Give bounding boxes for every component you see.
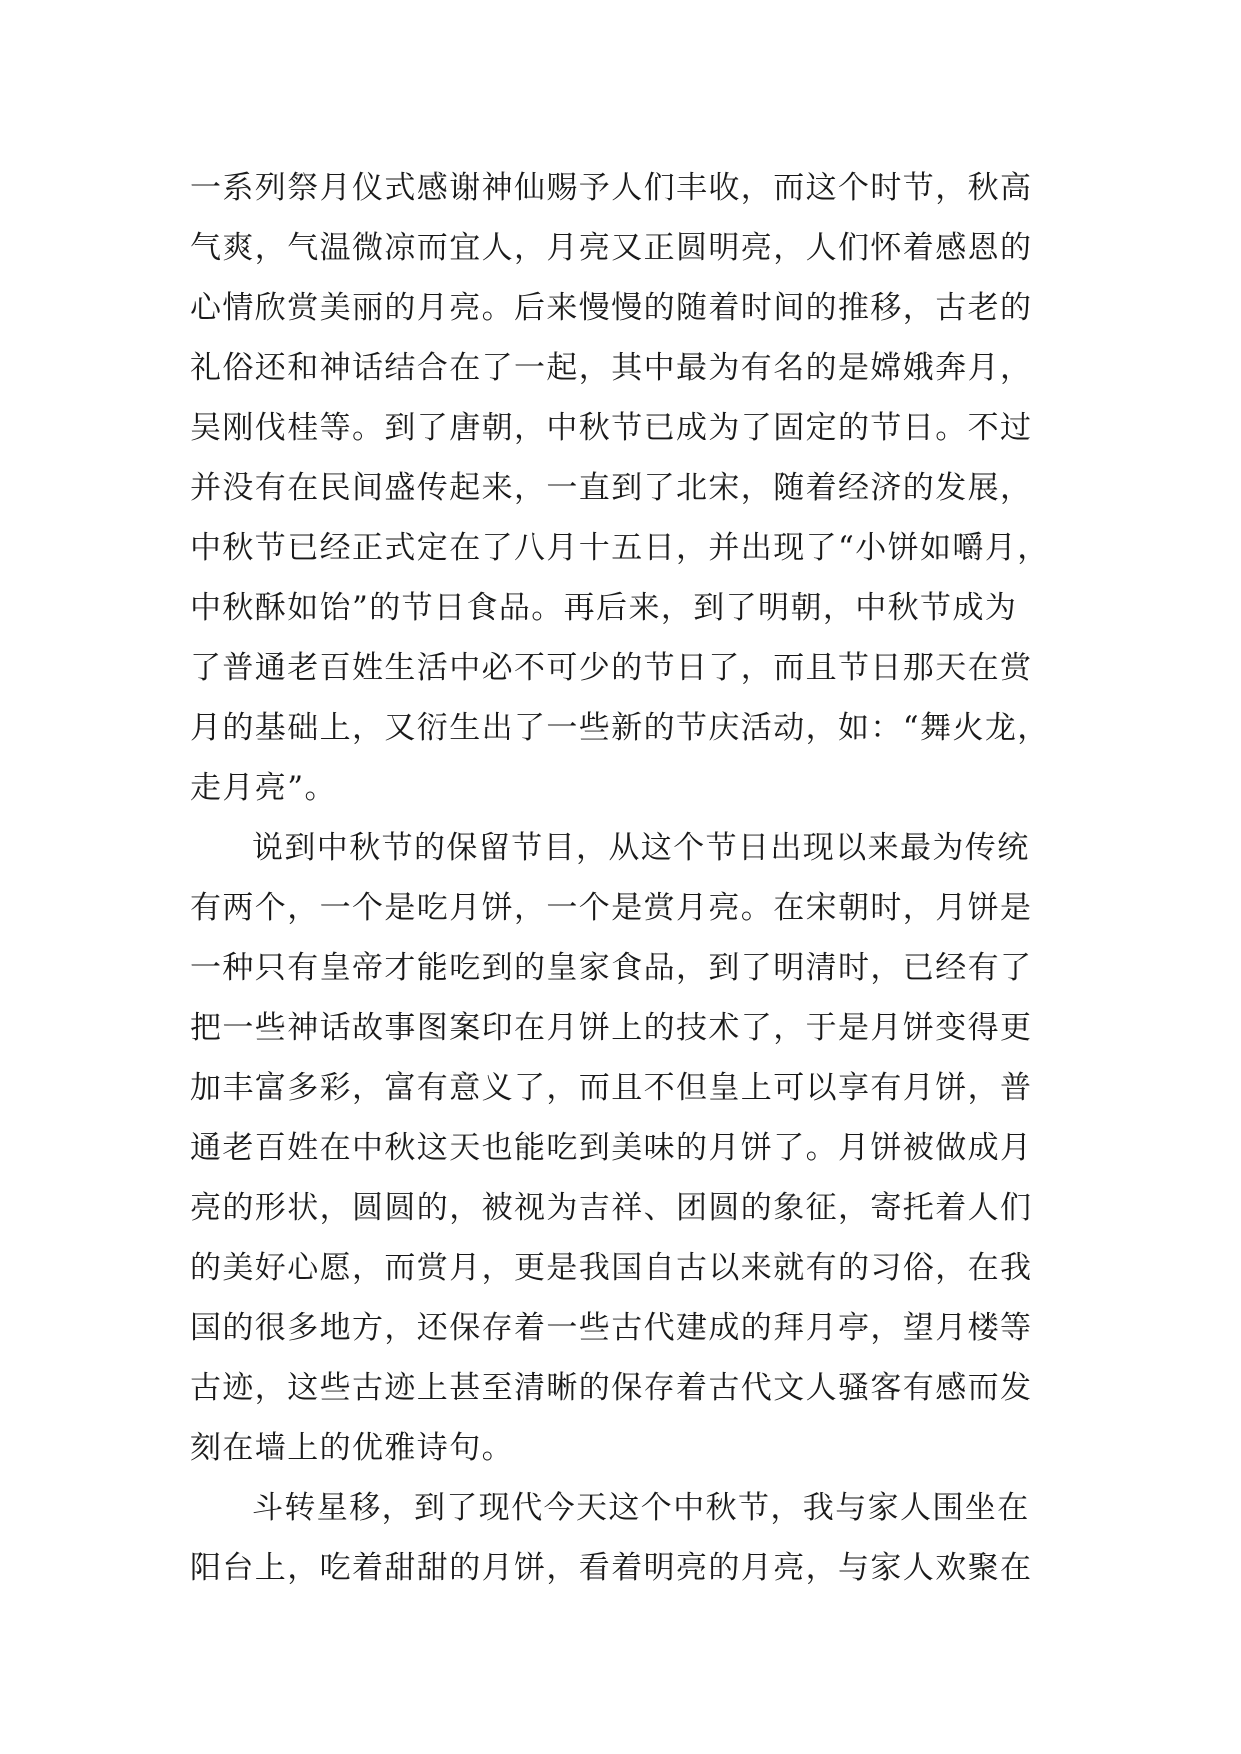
text-line: 月的基础上，又衍生出了一些新的节庆活动，如：“舞火龙， bbox=[190, 710, 1050, 746]
text-line: 说到中秋节的保留节目，从这个节日出现以来最为传统 bbox=[252, 830, 1030, 866]
text-line: 了普通老百姓生活中必不可少的节日了，而且节日那天在赏 bbox=[190, 650, 1033, 686]
text-line: 把一些神话故事图案印在月饼上的技术了，于是月饼变得更 bbox=[190, 1010, 1033, 1046]
text-line: 一系列祭月仪式感谢神仙赐予人们丰收，而这个时节，秋高 bbox=[190, 170, 1033, 206]
text-line: 走月亮”。 bbox=[190, 770, 337, 806]
paragraph-2 bbox=[190, 818, 1050, 1478]
text-line: 阳台上，吃着甜甜的月饼，看着明亮的月亮，与家人欢聚在 bbox=[190, 1550, 1033, 1586]
text-line: 古迹，这些古迹上甚至清晰的保存着古代文人骚客有感而发 bbox=[190, 1370, 1033, 1406]
text-line: 刻在墙上的优雅诗句。 bbox=[190, 1430, 514, 1466]
text-line: 亮的形状，圆圆的，被视为吉祥、团圆的象征，寄托着人们 bbox=[190, 1190, 1033, 1226]
text-line: 通老百姓在中秋这天也能吃到美味的月饼了。月饼被做成月 bbox=[190, 1130, 1033, 1166]
text-line: 一种只有皇帝才能吃到的皇家食品，到了明清时，已经有了 bbox=[190, 950, 1033, 986]
document-body bbox=[190, 158, 1050, 1598]
text-line: 加丰富多彩，富有意义了，而且不但皇上可以享有月饼，普 bbox=[190, 1070, 1033, 1106]
text-line: 礼俗还和神话结合在了一起，其中最为有名的是嫦娥奔月， bbox=[190, 350, 1033, 386]
text-line: 国的很多地方，还保存着一些古代建成的拜月亭，望月楼等 bbox=[190, 1310, 1033, 1346]
paragraph-1 bbox=[190, 158, 1050, 818]
text-line: 心情欣赏美丽的月亮。后来慢慢的随着时间的推移，古老的 bbox=[190, 290, 1033, 326]
text-line: 吴刚伐桂等。到了唐朝，中秋节已成为了固定的节日。不过 bbox=[190, 410, 1033, 446]
text-line: 斗转星移，到了现代今天这个中秋节，我与家人围坐在 bbox=[252, 1490, 1030, 1526]
text-line: 中秋节已经正式定在了八月十五日，并出现了“小饼如嚼月， bbox=[190, 530, 1050, 566]
text-line: 的美好心愿，而赏月，更是我国自古以来就有的习俗，在我 bbox=[190, 1250, 1033, 1286]
text-line: 气爽，气温微凉而宜人，月亮又正圆明亮，人们怀着感恩的 bbox=[190, 230, 1033, 266]
text-line: 中秋酥如饴”的节日食品。再后来，到了明朝，中秋节成为 bbox=[190, 590, 1018, 626]
text-line: 有两个，一个是吃月饼，一个是赏月亮。在宋朝时，月饼是 bbox=[190, 890, 1033, 926]
text-line: 并没有在民间盛传起来，一直到了北宋，随着经济的发展， bbox=[190, 470, 1033, 506]
paragraph-3 bbox=[190, 1478, 1050, 1598]
